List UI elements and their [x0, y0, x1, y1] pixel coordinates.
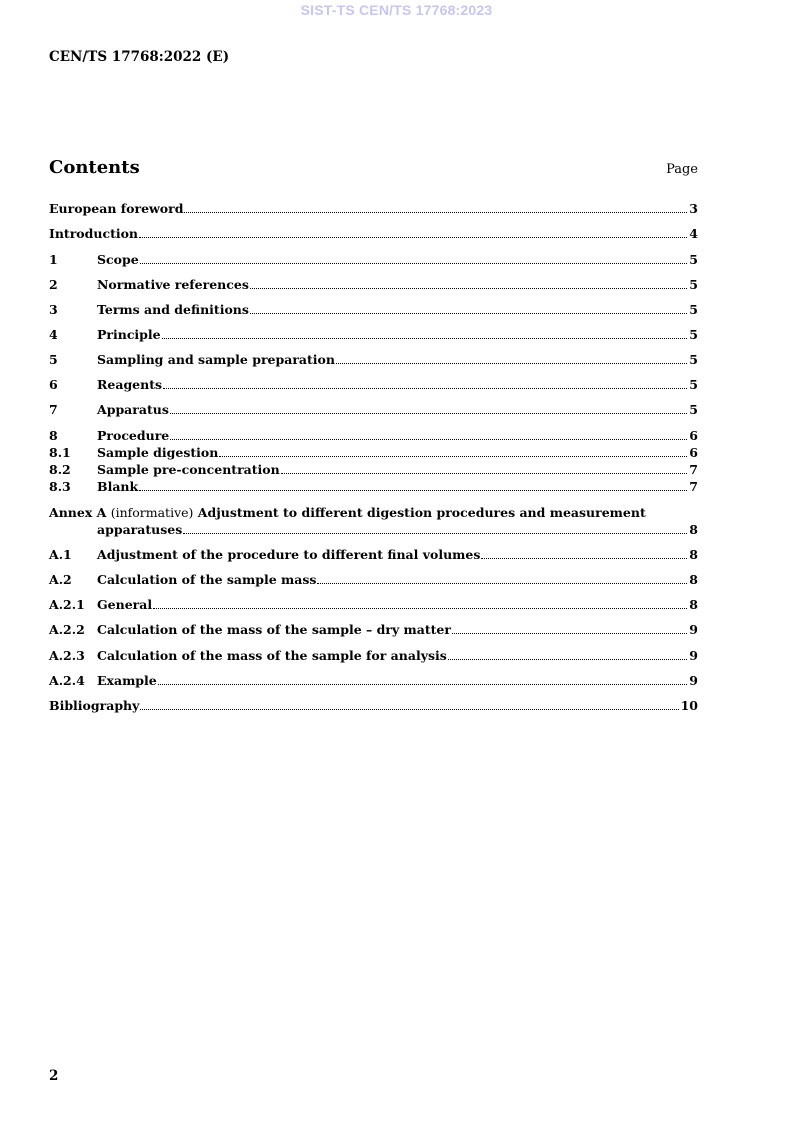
dot-leader: [281, 462, 688, 474]
dot-leader: [139, 479, 687, 491]
toc-page: 8: [689, 597, 698, 612]
toc-title: Scope: [97, 252, 139, 267]
toc-page: 4: [689, 226, 698, 241]
toc-entry-introduction[interactable]: [49, 226, 698, 242]
watermark: SIST-TS CEN/TS 17768:2023: [300, 2, 493, 18]
dot-leader: [183, 522, 687, 534]
toc-title: Adjustment of the procedure to different final volumes: [97, 547, 481, 562]
annex-label: Annex A: [49, 505, 107, 520]
toc-title: Terms and definitions: [97, 302, 249, 317]
toc-page: 10: [680, 698, 698, 713]
toc-number: A.2.1: [49, 597, 85, 612]
toc-entry-annex-a-continued[interactable]: [49, 522, 698, 538]
toc-number: A.1: [49, 547, 72, 562]
toc-number: 8.2: [49, 462, 71, 477]
toc-page: 5: [689, 327, 698, 342]
dot-leader: [219, 445, 687, 457]
toc-entry-sampling[interactable]: [49, 352, 698, 368]
document-id: CEN/TS 17768:2022 (E): [49, 49, 230, 65]
toc-page: 9: [689, 622, 698, 637]
toc-title: Example: [97, 673, 157, 688]
dot-leader: [158, 673, 688, 685]
dot-leader: [163, 377, 687, 389]
toc-number: 6: [49, 377, 58, 392]
annex-title: Adjustment to different digestion procedures and measurement: [197, 505, 646, 520]
toc-title: Reagents: [97, 377, 163, 392]
toc-entry-bibliography[interactable]: [49, 698, 698, 714]
dot-leader: [162, 327, 688, 339]
toc-page: 7: [689, 462, 698, 477]
toc-number: A.2.3: [49, 648, 85, 663]
toc-entry-sample-digestion[interactable]: [49, 445, 698, 461]
toc-entry-principle[interactable]: [49, 327, 698, 343]
toc-page: 3: [689, 201, 698, 216]
dot-leader: [170, 428, 687, 440]
toc-title: Apparatus: [97, 402, 169, 417]
toc-title: Calculation of the mass of the sample – dry matter: [97, 622, 451, 637]
toc-title: Sampling and sample preparation: [97, 352, 335, 367]
toc-title: Bibliography: [49, 698, 140, 713]
toc-page: 5: [689, 252, 698, 267]
toc-title: Introduction: [49, 226, 139, 241]
toc-page: 5: [689, 352, 698, 367]
dot-leader: [170, 402, 687, 414]
dot-leader: [250, 277, 687, 289]
toc-title: Blank: [97, 479, 139, 494]
toc-number: 3: [49, 302, 58, 317]
annex-qualifier: (informative): [110, 505, 194, 520]
toc-title: Principle: [97, 327, 161, 342]
toc-entry-pre-concentration[interactable]: [49, 462, 698, 478]
toc-entry-a2[interactable]: [49, 572, 698, 588]
toc-page: 8: [689, 547, 698, 562]
dot-leader: [250, 302, 687, 314]
dot-leader: [452, 622, 687, 634]
toc-entry-a1[interactable]: [49, 547, 698, 563]
toc-entry-procedure[interactable]: [49, 428, 698, 444]
toc-title: Sample pre-concentration: [97, 462, 280, 477]
dot-leader: [140, 698, 678, 710]
toc-number: 8.1: [49, 445, 71, 460]
toc-entry-normative-references[interactable]: [49, 277, 698, 293]
dot-leader: [481, 547, 687, 559]
toc-number: 8.3: [49, 479, 71, 494]
toc-page: 5: [689, 402, 698, 417]
toc-number: A.2.4: [49, 673, 85, 688]
toc-title: General: [97, 597, 153, 612]
toc-entry-a2-2[interactable]: [49, 622, 698, 638]
toc-page: 9: [689, 648, 698, 663]
dot-leader: [139, 226, 687, 238]
dot-leader: [317, 572, 687, 584]
toc-title: Sample digestion: [97, 445, 219, 460]
toc-entry-blank[interactable]: [49, 479, 698, 495]
toc-title: Calculation of the sample mass: [97, 572, 317, 587]
toc-page: 7: [689, 479, 698, 494]
dot-leader: [184, 201, 687, 213]
toc-title: Normative references: [97, 277, 249, 292]
toc-page: 6: [689, 445, 698, 460]
toc-title: Procedure: [97, 428, 170, 443]
toc-number: A.2: [49, 572, 72, 587]
toc-page: 8: [689, 572, 698, 587]
toc-title: European foreword: [49, 201, 184, 216]
toc-entry-apparatus[interactable]: [49, 402, 698, 418]
dot-leader: [448, 648, 688, 660]
annex-title-continued: apparatuses: [97, 522, 183, 537]
toc-entry-scope[interactable]: [49, 252, 698, 268]
toc-entry-a2-3[interactable]: [49, 648, 698, 664]
toc-title: Calculation of the mass of the sample for analysis: [97, 648, 447, 663]
toc-number: 1: [49, 252, 58, 267]
toc-number: 4: [49, 327, 58, 342]
dot-leader: [153, 597, 687, 609]
toc-page: 8: [689, 522, 698, 537]
toc-page: 6: [689, 428, 698, 443]
toc-entry-a2-1[interactable]: [49, 597, 698, 613]
dot-leader: [336, 352, 687, 364]
toc-page: 5: [689, 277, 698, 292]
toc-number: 5: [49, 352, 58, 367]
toc-page: 5: [689, 377, 698, 392]
page-column-label: Page: [666, 162, 698, 177]
toc-number: 2: [49, 277, 58, 292]
dot-leader: [140, 252, 688, 264]
toc-page: 9: [689, 673, 698, 688]
toc-page: 5: [689, 302, 698, 317]
toc-entry-terms[interactable]: [49, 302, 698, 318]
toc-entry-annex-a[interactable]: [49, 505, 698, 521]
toc-entry-reagents[interactable]: [49, 377, 698, 393]
page-number: 2: [49, 1068, 59, 1084]
toc-entry-foreword[interactable]: [49, 201, 698, 217]
toc-number: 7: [49, 402, 58, 417]
toc-number: 8: [49, 428, 58, 443]
toc-number: A.2.2: [49, 622, 85, 637]
toc-entry-a2-4[interactable]: [49, 673, 698, 689]
contents-heading: Contents: [49, 157, 140, 178]
